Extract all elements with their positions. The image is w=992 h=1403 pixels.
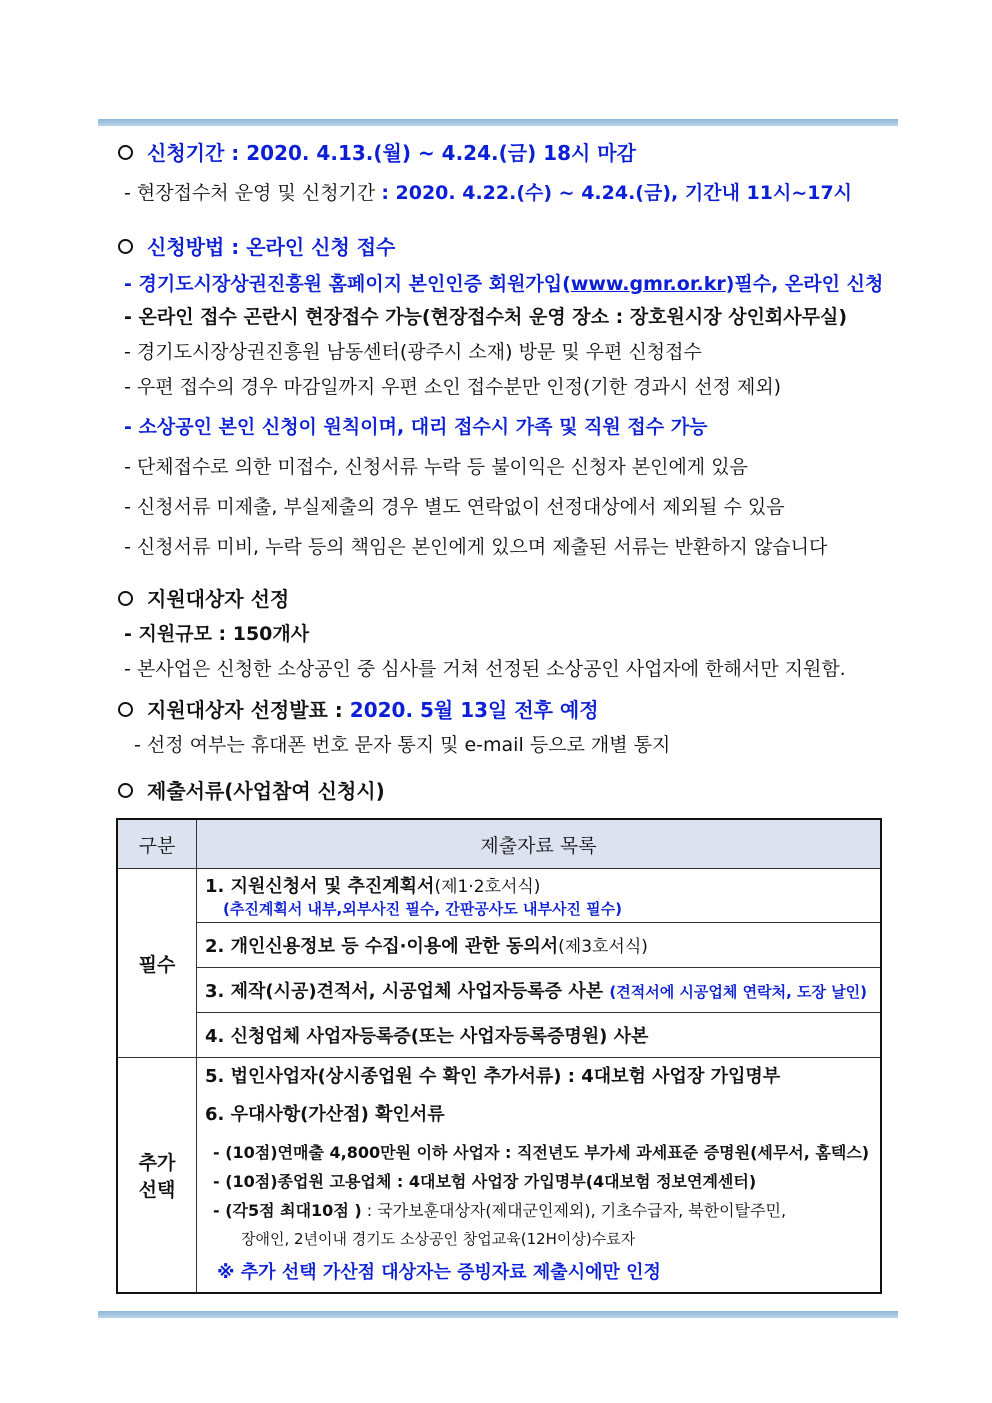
announce-heading (118, 697, 599, 723)
required-item-2: 2. 개인신용정보 등 수집·이용에 관한 동의서(제3호서식) (197, 923, 882, 968)
table-header-row (117, 819, 881, 869)
table-row (117, 1058, 881, 1294)
method-item-onsite: - 온라인 접수 곤란시 현장접수 가능(현장접수처 운영 장소 : 장호원시장 상인회사무실) (124, 306, 848, 328)
method-item-homepage: - 경기도시장상권진흥원 홈페이지 본인인증 회원가입(www.gmr.or.kr)필수, 온라인 신청 (124, 273, 884, 295)
period-heading (118, 140, 636, 166)
method-item-responsibility: - 신청서류 미비, 누락 등의 책임은 본인에게 있으며 제출된 서류는 반환하지 않습니다 (124, 536, 828, 558)
optional-sub-sales: - (10점)연매출 4,800만원 이하 사업자 : 직전년도 부가세 과세표준 증명원(세무서, 홈텍스) (213, 1143, 870, 1162)
homepage-link[interactable]: www.gmr.or.kr (570, 273, 726, 295)
method-item-group: - 단체접수로 의한 미접수, 신청서류 누락 등 불이익은 신청자 본인에게 있음 (124, 456, 748, 478)
onsite-period (118, 180, 852, 206)
period-label: 신청기간 (147, 141, 225, 165)
docs-label: 제출서류(사업참여 신청시) (147, 779, 385, 803)
table-row (117, 968, 881, 1013)
circle-bullet-icon (118, 145, 133, 160)
method-value: : 온라인 신청 접수 (231, 235, 396, 259)
circle-bullet-icon (118, 783, 133, 798)
required-item-3: 3. 제작(시공)견적서, 시공업체 사업자등록증 사본 (견적서에 시공업체 연락처, 도장 날인) (197, 968, 882, 1013)
method-item-missing: - 신청서류 미제출, 부실제출의 경우 별도 연락없이 선정대상에서 제외될 수 있음 (124, 496, 785, 518)
optional-sub-employee: - (10점)종업원 고용업체 : 4대보험 사업장 가입명부(4대보험 정보연계센터) (213, 1172, 757, 1191)
header-category: 구분 (117, 819, 197, 869)
method-heading (118, 234, 395, 260)
required-category: 필수 (117, 869, 197, 1058)
documents-table (116, 818, 882, 1294)
period-value: : 2020. 4.13.(월) ~ 4.24.(금) 18시 마감 (231, 141, 636, 165)
method-label: 신청방법 (147, 235, 225, 259)
announce-label: 지원대상자 선정발표 : (147, 698, 343, 722)
selection-heading (118, 586, 289, 612)
circle-bullet-icon (118, 702, 133, 717)
table-row (117, 869, 881, 923)
required-item-4: 4. 신청업체 사업자등록증(또는 사업자등록증명원) 사본 (197, 1013, 882, 1058)
header-list: 제출자료 목록 (197, 819, 882, 869)
selection-scale: - 지원규모 : 150개사 (124, 623, 310, 645)
method-item-visit: - 경기도시장상권진흥원 남동센터(광주시 소재) 방문 및 우편 신청접수 (124, 341, 702, 363)
method-item-principal: - 소상공인 본인 신청이 원칙이며, 대리 접수시 가족 및 직원 접수 가능 (124, 416, 708, 438)
method-item-mail: - 우편 접수의 경우 마감일까지 우편 소인 접수분만 인정(기한 경과시 선정 제외) (124, 376, 782, 398)
required-item-1-sub: (추진계획서 내부,외부사진 필수, 간판공사도 내부사진 필수) (223, 900, 622, 918)
onsite-value: : 2020. 4.22.(수) ~ 4.24.(금), 기간내 11시~17시 (381, 182, 853, 204)
table-row (117, 923, 881, 968)
table-row (117, 1013, 881, 1058)
optional-items (197, 1058, 882, 1294)
onsite-label: - 현장접수처 운영 및 신청기간 (124, 182, 376, 204)
optional-sub-points-cont: 장애인, 2년이내 경기도 소상공인 창업교육(12H이상)수료자 (241, 1230, 636, 1248)
optional-footnote: ※ 추가 선택 가산점 대상자는 증빙자료 제출시에만 인정 (217, 1262, 661, 1283)
optional-item-5: 5. 법인사업자(상시종업원 수 확인 추가서류) : 4대보험 사업장 가입명부 (205, 1066, 781, 1087)
selection-note: - 본사업은 신청한 소상공인 중 심사를 거쳐 선정된 소상공인 사업자에 한해서만 지원함. (124, 658, 846, 680)
required-item-1: 1. 지원신청서 및 추진계획서(제1·2호서식) (추진계획서 내부,외부사진 필수, 간판공사도 내부사진 필수) (197, 869, 882, 923)
announce-note: - 선정 여부는 휴대폰 번호 문자 통지 및 e-mail 등으로 개별 통지 (134, 734, 671, 756)
circle-bullet-icon (118, 591, 133, 606)
optional-item-6: 6. 우대사항(가산점) 확인서류 (205, 1104, 445, 1125)
optional-category: 추가 선택 (117, 1058, 197, 1294)
docs-heading (118, 778, 385, 804)
announce-value: 2020. 5월 13일 전후 예정 (349, 698, 599, 722)
circle-bullet-icon (118, 239, 133, 254)
bottom-rule (98, 1311, 898, 1318)
top-rule (98, 119, 898, 126)
selection-label: 지원대상자 선정 (147, 587, 290, 611)
optional-sub-points: - (각5점 최대10점 ) : 국가보훈대상자(제대군인제외), 기초수급자, 북한이탈주민, (213, 1201, 787, 1220)
